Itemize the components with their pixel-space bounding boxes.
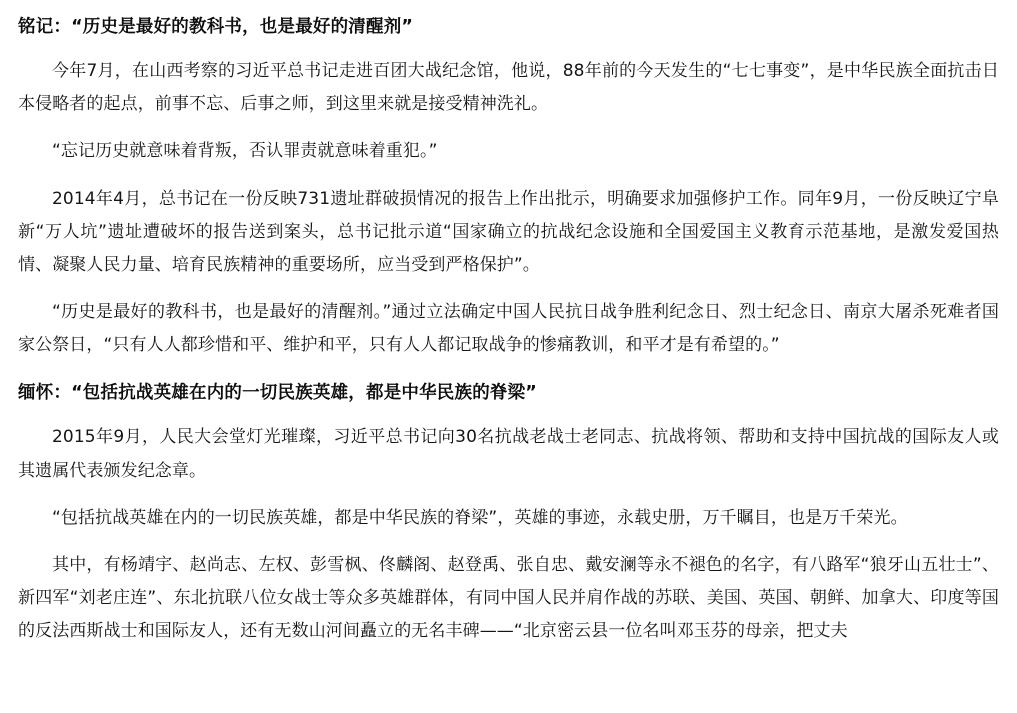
section-heading-commemorate: 缅怀：“包括抗战英雄在内的一切民族英雄，都是中华民族的脊梁”: [18, 383, 538, 404]
paragraph-5: 2015年9月，人民大会堂灯光璀璨，习近平总书记向30名抗战老战士老同志、抗战将领、帮助和支持中国抗战的国际友人或其遗属代表颁发纪念章。: [18, 427, 999, 481]
paragraph-7: 其中，有杨靖宇、赵尚志、左权、彭雪枫、佟麟阁、赵登禹、张自忠、戴安澜等永不褪色的名字，有八路军“狼牙山五壮士”、新四军“刘老庄连”、东北抗联八位女战士等众多英雄群体，有同中国人民并肩作战的苏联、美国、英国、朝鲜、加拿大、印度等国的反法西斯战士和国际友人，还有无数山河间矗立的无名丰碑——“北京密云县一位名叫邓玉芬的母亲，把丈夫: [18, 554, 999, 642]
paragraph-4: “历史是最好的教科书，也是最好的清醒剂。”通过立法确定中国人民抗日战争胜利纪念日、烈士纪念日、南京大屠杀死难者国家公祭日，“只有人人都珍惜和平、维护和平，只有人人都记取战争的惨痛教训，和平才是有希望的。”: [18, 301, 999, 356]
paragraph-3: 2014年4月，总书记在一份反映731遗址群破损情况的报告上作出批示，明确要求加强修护工作。同年9月，一份反映辽宁阜新“万人坑”遗址遭破坏的报告送到案头，总书记批示道“国家确立的抗战纪念设施和全国爱国主义教育示范基地，是激发爱国热情、凝聚人民力量、培育民族精神的重要场所，应当受到严格保护”。: [18, 188, 999, 275]
paragraph-2: “忘记历史就意味着背叛，否认罪责就意味着重犯。”: [52, 141, 438, 162]
spacer: [18, 541, 999, 549]
spacer: [18, 288, 999, 296]
spacer: [18, 413, 999, 421]
spacer: [18, 494, 999, 502]
spacer: [18, 127, 999, 135]
paragraph-6: “包括抗战英雄在内的一切民族英雄，都是中华民族的脊梁”，英雄的事迹，永载史册，万千瞩目，也是万千荣光。: [52, 507, 908, 528]
spacer: [18, 47, 999, 55]
spacer: [18, 368, 999, 380]
paragraph-1: 今年7月，在山西考察的习近平总书记走进百团大战纪念馆，他说，88年前的今天发生的“七七事变”，是中华民族全面抗击日本侵略者的起点，前事不忘、后事之师，到这里来就是接受精神洗礼。: [18, 61, 999, 115]
spacer: [18, 175, 999, 183]
section-heading-remember: 铭记：“历史是最好的教科书，也是最好的清醒剂”: [18, 17, 414, 37]
